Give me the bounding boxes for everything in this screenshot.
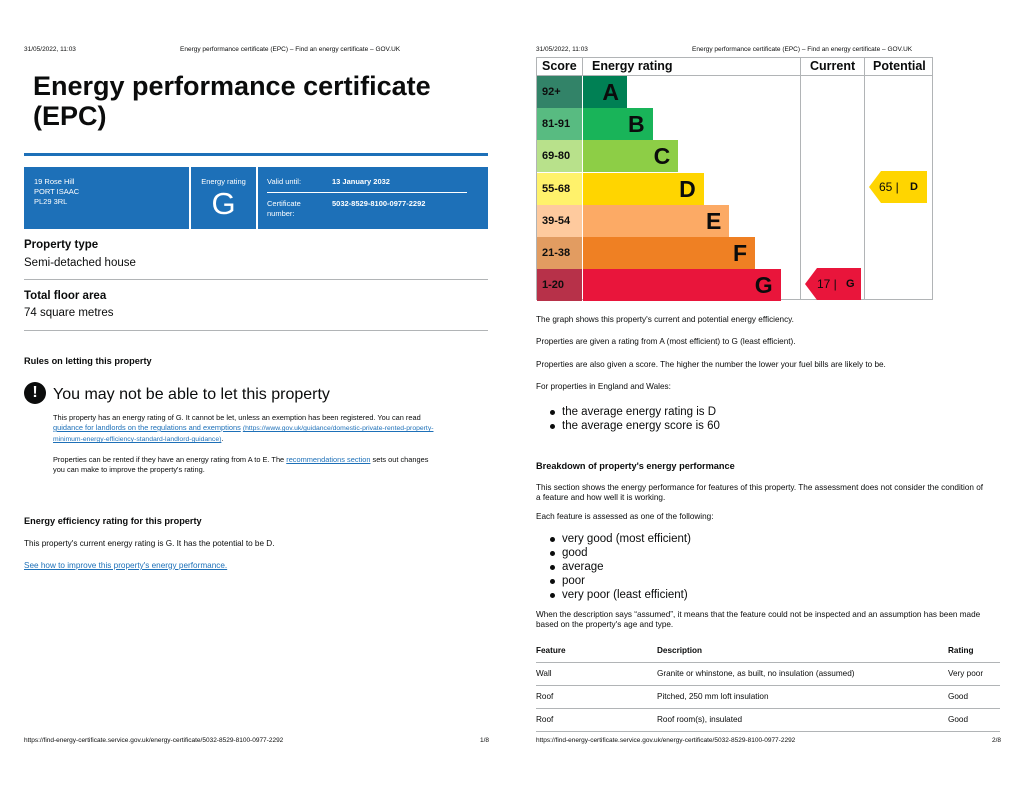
- landlord-guidance-link[interactable]: guidance for landlords on the regulations and exemptions: [53, 423, 241, 432]
- energy-rating-chart: [536, 57, 933, 300]
- chart-gridline: [864, 58, 865, 299]
- assessment-scale-list: [536, 532, 691, 602]
- recommendations-link[interactable]: recommendations section: [286, 455, 371, 464]
- property-type-value: Semi-detached house: [24, 257, 136, 269]
- breakdown-intro-line: a feature and how well it is working.: [536, 493, 666, 502]
- chart-header-current: Current: [810, 59, 856, 73]
- band-score-f: 21-38: [537, 237, 582, 269]
- rules-heading: Rules on letting this property: [24, 356, 152, 366]
- table-row: [536, 708, 1000, 731]
- warning-text: This property has an energy rating of G. It cannot be let, unless an exemption has been registered. You can read: [53, 413, 421, 422]
- feature-cell: Roof: [536, 715, 554, 724]
- feature-cell: Wall: [536, 669, 552, 678]
- band-score-c: 69-80: [537, 140, 582, 172]
- rating-explanation: Properties are given a rating from A (most efficient) to G (least efficient).: [536, 337, 796, 346]
- chart-header-potential: Potential: [873, 59, 926, 73]
- warning-icon: !: [24, 382, 46, 404]
- band-bar-f: [583, 237, 755, 269]
- section-divider: [24, 330, 488, 331]
- feature-cell: Roof: [536, 692, 554, 701]
- section-divider: [24, 279, 488, 280]
- page-title: [33, 71, 431, 131]
- column-header-description: Description: [657, 646, 703, 655]
- rating-cell: Very poor: [948, 669, 984, 678]
- certificate-label-line: Certificate: [267, 199, 301, 208]
- band-letter-g: G: [754, 272, 773, 299]
- band-letter-a: A: [602, 79, 619, 105]
- list-item: good: [536, 546, 691, 560]
- address-line: PL29 3RL: [34, 197, 68, 206]
- footer-url: https://find-energy-certificate.service.gov.uk/energy-certificate/5032-8529-8100-0977-2292: [24, 737, 284, 744]
- landlord-guidance-url[interactable]: (https://www.gov.uk/guidance/domestic-private-rented-property-: [242, 425, 434, 432]
- floor-area-label: Total floor area: [24, 290, 107, 302]
- band-letter-d: D: [679, 175, 696, 202]
- breakdown-intro-line: This section shows the energy performance for features of this property. The assessment does not consider the condition of: [536, 483, 984, 492]
- address: [34, 177, 79, 207]
- band-letter-f: F: [732, 240, 747, 266]
- averages-list: [536, 405, 720, 433]
- chart-gridline: [800, 58, 801, 299]
- assumed-explanation: [536, 610, 1000, 630]
- page-title-line-1: Energy performance certificate: [33, 71, 431, 101]
- column-header-rating: Rating: [948, 646, 974, 655]
- england-wales-intro: For properties in England and Wales:: [536, 382, 671, 391]
- assessment-intro: Each feature is assessed as one of the following:: [536, 512, 714, 521]
- column-header-feature: Feature: [536, 646, 566, 655]
- valid-until-label: Valid until:: [267, 177, 302, 186]
- breakdown-intro: [536, 483, 1000, 503]
- footer-url: https://find-energy-certificate.service.gov.uk/energy-certificate/5032-8529-8100-0977-2292: [536, 737, 796, 744]
- floor-area-value: 74 square metres: [24, 307, 114, 319]
- table-row: [536, 662, 1000, 685]
- warning-text: .: [221, 434, 224, 443]
- print-title: Energy performance certificate (EPC) – Find an energy certificate – GOV.UK: [180, 46, 401, 53]
- summary-divider: [256, 167, 258, 229]
- print-date: 31/05/2022, 11:03: [536, 46, 588, 53]
- band-score-d: 55-68: [537, 173, 582, 205]
- chart-gridline: [582, 58, 583, 75]
- current-rating-score: 17 |: [817, 277, 837, 291]
- print-date: 31/05/2022, 11:03: [24, 46, 76, 53]
- print-title: Energy performance certificate (EPC) – Find an energy certificate – GOV.UK: [692, 46, 913, 53]
- description-cell: Pitched, 250 mm loft insulation: [657, 692, 769, 701]
- band-letter-b: B: [627, 111, 645, 138]
- graph-explanation: The graph shows this property's current and potential energy efficiency.: [536, 315, 794, 324]
- description-cell: Roof room(s), insulated: [657, 715, 743, 724]
- certificate-label: [267, 199, 301, 219]
- title-rule: [24, 153, 488, 156]
- assumed-explanation-line: based on the property's age and type.: [536, 620, 674, 629]
- energy-rating-value: G: [211, 186, 236, 221]
- list-item: average: [536, 560, 691, 574]
- chart-header-rating: Energy rating: [592, 59, 673, 73]
- valid-until-value: 13 January 2032: [332, 177, 390, 186]
- list-item: the average energy score is 60: [536, 419, 720, 433]
- rating-cell: Good: [948, 692, 969, 701]
- improve-performance-link[interactable]: See how to improve this property's energy performance.: [24, 561, 228, 570]
- warning-text: you can make to improve the property's rating.: [53, 465, 205, 474]
- footer-page-number: 1/8: [480, 737, 490, 744]
- warning-title: You may not be able to let this property: [53, 386, 330, 403]
- breakdown-heading: Breakdown of property's energy performance: [536, 461, 735, 471]
- warning-text: sets out changes: [372, 455, 429, 464]
- list-item: the average energy rating is D: [536, 405, 720, 419]
- warning-body: [53, 413, 488, 475]
- table-row: [536, 685, 1000, 708]
- band-bar-c: [583, 140, 678, 172]
- efficiency-text: This property's current energy rating is G. It has the potential to be D.: [24, 539, 275, 548]
- certificate-number: 5032-8529-8100-0977-2292: [332, 199, 426, 208]
- band-score-g: 1-20: [537, 269, 582, 301]
- rating-cell: Good: [948, 715, 969, 724]
- property-type-label: Property type: [24, 239, 99, 251]
- list-item: poor: [536, 574, 691, 588]
- landlord-guidance-url[interactable]: minimum-energy-efficiency-standard-landlord-guidance): [53, 436, 222, 443]
- band-bar-e: [583, 205, 729, 237]
- assumed-explanation-line: When the description says “assumed”, it means that the feature could not be inspected and an assumption has been made: [536, 610, 981, 619]
- efficiency-heading: Energy efficiency rating for this property: [24, 516, 202, 526]
- current-rating-letter: G: [846, 278, 855, 290]
- chart-header-score: Score: [542, 59, 577, 73]
- description-cell: Granite or whinstone, as built, no insulation (assumed): [657, 669, 855, 678]
- certificate-label-line: number:: [267, 209, 295, 218]
- potential-rating-score: 65 |: [879, 180, 899, 194]
- summary-rule: [267, 192, 467, 193]
- list-item: very good (most efficient): [536, 532, 691, 546]
- band-bar-b: [583, 108, 653, 140]
- band-score-e: 39-54: [537, 205, 582, 237]
- band-score-b: 81-91: [537, 108, 582, 140]
- list-item: very poor (least efficient): [536, 588, 691, 602]
- page-title-line-2: (EPC): [33, 101, 107, 131]
- band-bar-g: [583, 269, 781, 301]
- table-header: [536, 639, 1000, 662]
- band-bar-d: [583, 173, 704, 205]
- energy-rating-label: Energy rating: [201, 177, 246, 186]
- address-line: 19 Rose Hill: [34, 177, 75, 186]
- band-letter-e: E: [706, 207, 722, 234]
- warning-text: Properties can be rented if they have an energy rating from A to E. The: [53, 455, 285, 464]
- table-divider: [536, 731, 1000, 732]
- epc-summary-box: [24, 167, 488, 229]
- band-letter-c: C: [653, 143, 671, 170]
- score-explanation: Properties are also given a score. The higher the number the lower your fuel bills are likely to be.: [536, 360, 886, 369]
- address-line: PORT ISAAC: [34, 187, 80, 196]
- band-bar-a: [583, 76, 627, 108]
- potential-rating-letter: D: [910, 181, 918, 193]
- footer-page-number: 2/8: [992, 737, 1002, 744]
- band-score-a: 92+: [537, 76, 582, 108]
